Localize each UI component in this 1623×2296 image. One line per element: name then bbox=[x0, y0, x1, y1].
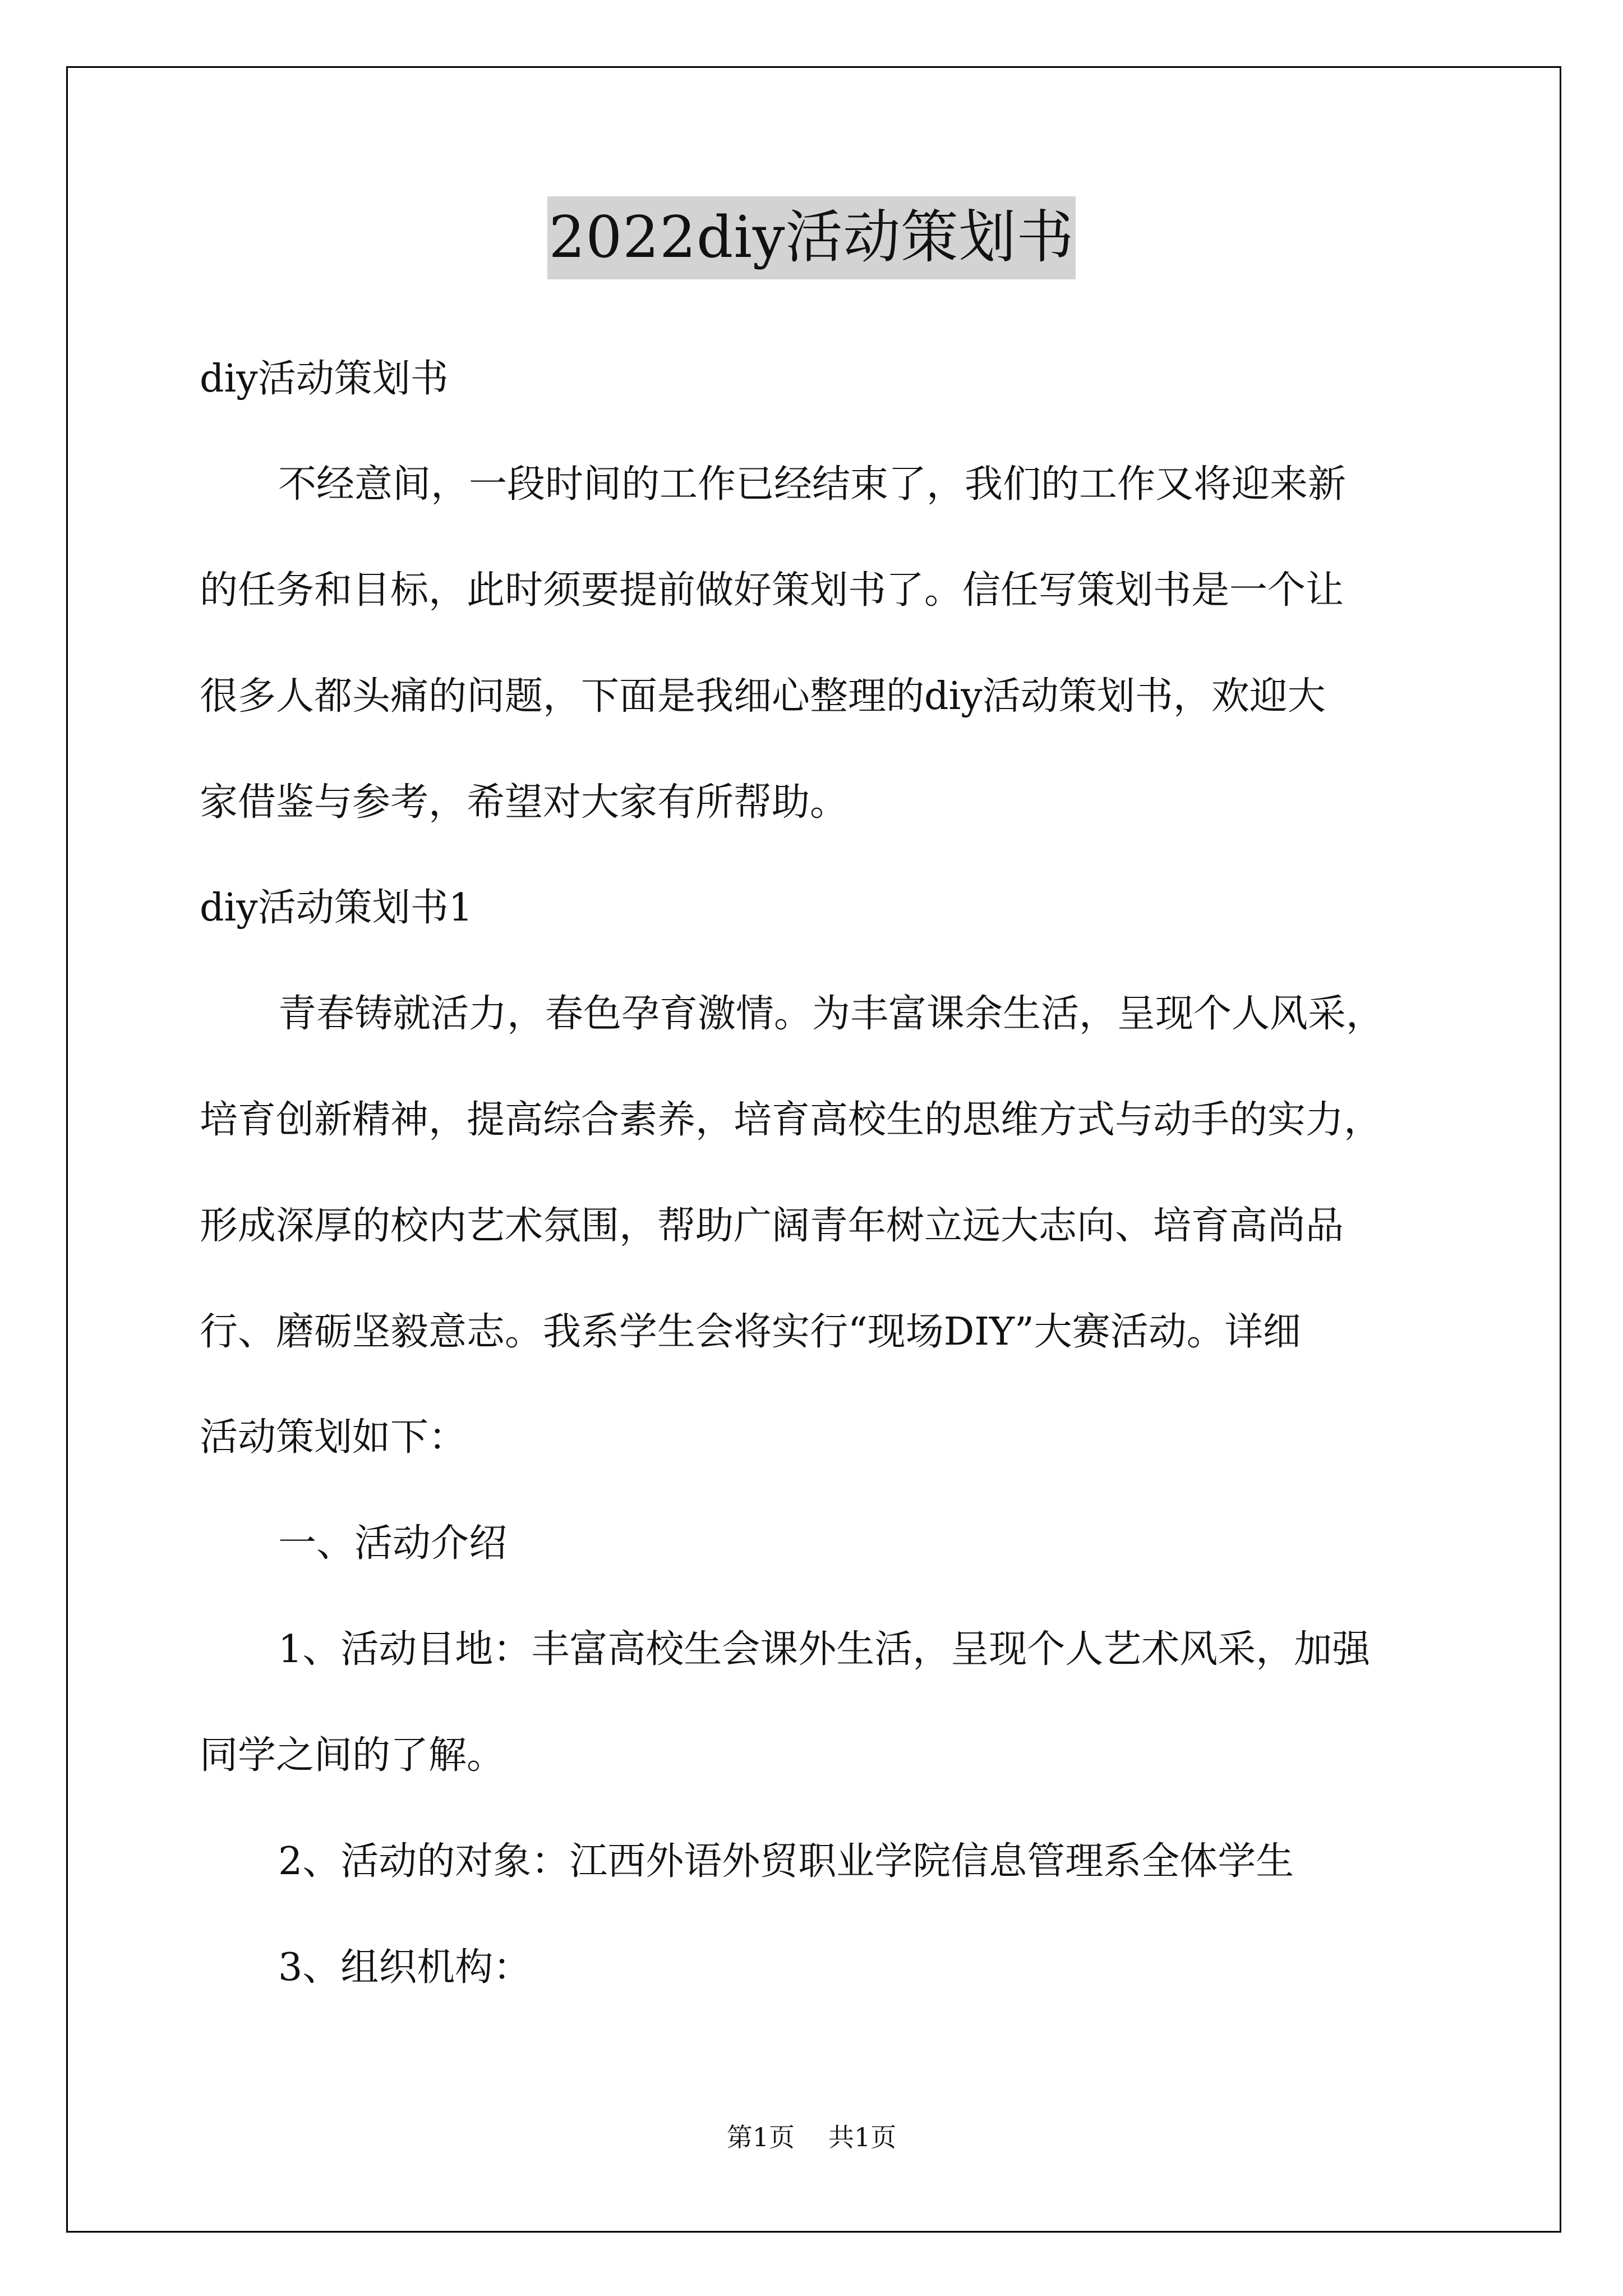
body-line: 活动策划如下： bbox=[200, 1415, 467, 1460]
page-number-current: 第1页 bbox=[726, 2122, 795, 2152]
document-subtitle: diy活动策划书 bbox=[200, 357, 449, 401]
intro-line: 不经意间，一段时间的工作已经结束了，我们的工作又将迎来新 bbox=[278, 462, 1347, 507]
body-line: 形成深厚的校内艺术氛围，帮助广阔青年树立远大志向、培育高尚品 bbox=[200, 1204, 1344, 1248]
body-line: 培育创新精神，提高综合素养，培育高校生的思维方式与动手的实力， bbox=[200, 1098, 1382, 1142]
body-line: 行、磨砺坚毅意志。我系学生会将实行“现场DIY”大赛活动。详细 bbox=[200, 1310, 1301, 1354]
page-number-total: 共1页 bbox=[828, 2122, 897, 2152]
section-heading: diy活动策划书1 bbox=[200, 886, 473, 930]
list-item-1-continued: 同学之间的了解。 bbox=[200, 1733, 505, 1778]
document-title: 2022diy活动策划书 bbox=[547, 196, 1075, 279]
body-line: 青春铸就活力，春色孕育激情。为丰富课余生活，呈现个人风采， bbox=[278, 992, 1385, 1036]
list-item-3: 3、组织机构： bbox=[278, 1945, 532, 1990]
intro-line: 的任务和目标，此时须要提前做好策划书了。信任写策划书是一个让 bbox=[200, 568, 1344, 613]
list-item-1: 1、活动目地：丰富高校生会课外生活，呈现个人艺术风采，加强 bbox=[278, 1627, 1371, 1672]
title-container bbox=[0, 196, 1623, 279]
intro-line: 家借鉴与参考，希望对大家有所帮助。 bbox=[200, 780, 849, 825]
list-item-2: 2、活动的对象：江西外语外贸职业学院信息管理系全体学生 bbox=[278, 1839, 1294, 1884]
page-footer bbox=[0, 2120, 1623, 2154]
section-one-heading: 一、活动介绍 bbox=[278, 1521, 508, 1566]
intro-line: 很多人都头痛的问题，下面是我细心整理的diy活动策划书，欢迎大 bbox=[200, 674, 1326, 719]
